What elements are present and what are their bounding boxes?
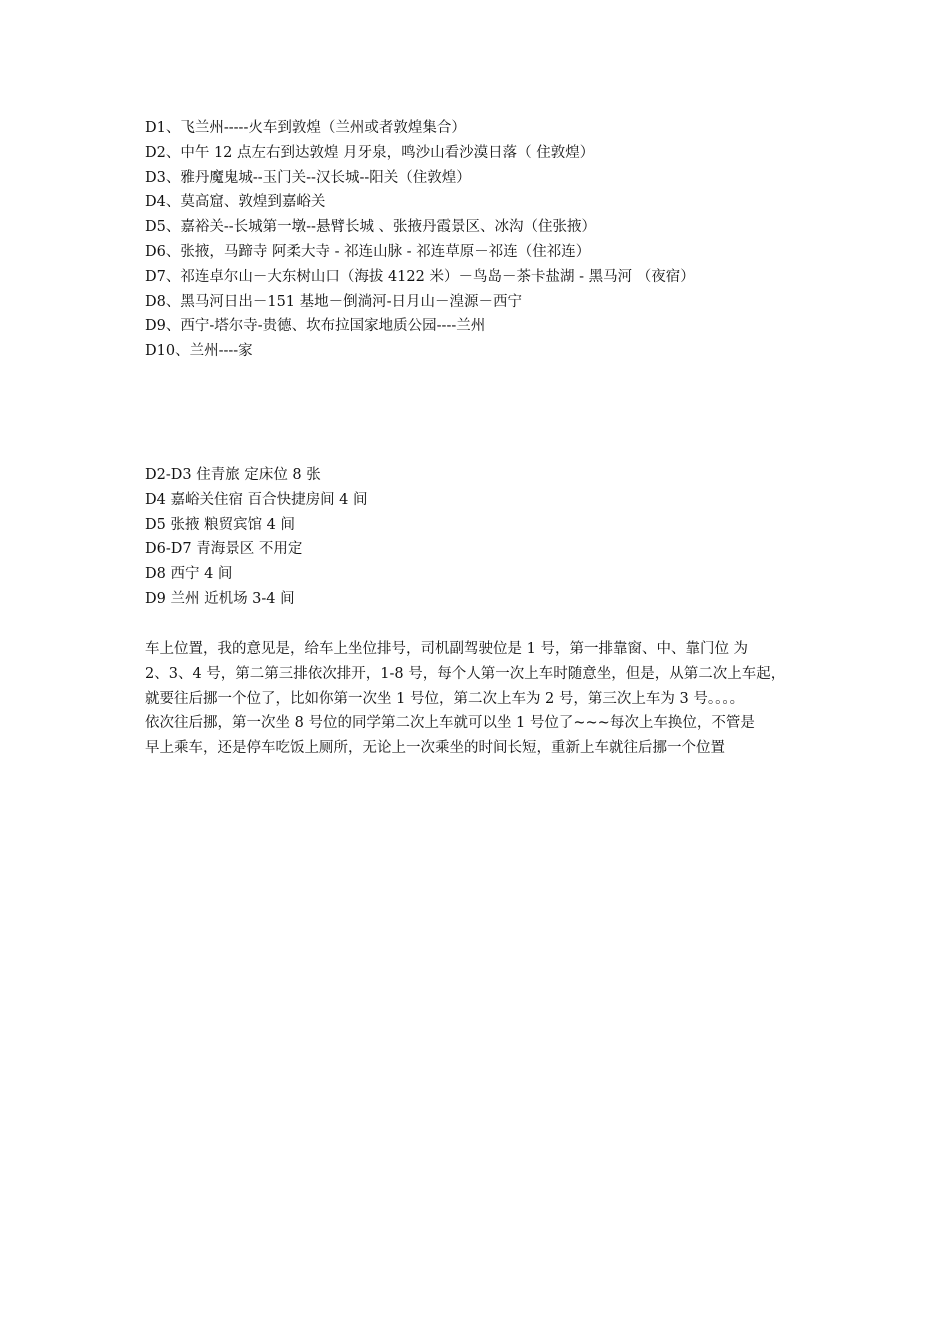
itinerary-line-d2: D2、中午 12 点左右到达敦煌 月牙泉，鸣沙山看沙漠日落（ 住敦煌） [145,144,595,161]
seating-line: 2、3、4 号，第二第三排依次排开，1-8 号，每个人第一次上车时随意坐，但是，从第二次上车起， [145,665,786,682]
lodging-line: D4 嘉峪关住宿 百合快捷房间 4 间 [145,491,368,508]
lodging-section [145,463,835,612]
itinerary-line-d7: D7、祁连卓尔山－大东树山口（海拔 4122 米）－鸟岛－茶卡盐湖 - 黑马河 （夜宿） [145,268,695,285]
itinerary-line-d4: D4、莫高窟、敦煌到嘉峪关 [145,194,326,211]
lodging-line: D2-D3 住青旅 定床位 8 张 [145,467,321,483]
itinerary-line-d10: D10、兰州----家 [145,343,253,360]
seating-line: 车上位置，我的意见是，给车上坐位排号，司机副驾驶位是 1 号，第一排靠窗、中、靠门位 为 [145,641,749,657]
itinerary-line-d8: D8、黑马河日出－151 基地－倒淌河-日月山－湟源－西宁 [145,293,523,310]
itinerary-line-d5: D5、嘉裕关--长城第一墩--悬臂长城 、张掖丹霞景区、冰沟（住张掖） [145,219,597,236]
itinerary-section [145,116,835,364]
itinerary-line-d9: D9、西宁-塔尔寺-贵德、坎布拉国家地质公园----兰州 [145,318,486,335]
lodging-line: D5 张掖 粮贸宾馆 4 间 [145,516,296,533]
itinerary-line-d1: D1、飞兰州-----火车到敦煌（兰州或者敦煌集合） [145,120,466,136]
lodging-line: D9 兰州 近机场 3-4 间 [145,590,295,607]
itinerary-line-d6: D6、张掖，马蹄寺 阿柔大寺 - 祁连山脉 - 祁连草原－祁连（住祁连） [145,243,591,260]
itinerary-line-d3: D3、雅丹魔鬼城--玉门关--汉长城--阳关（住敦煌） [145,169,471,186]
seating-paragraph [145,637,825,761]
lodging-line: D8 西宁 4 间 [145,566,233,583]
seating-line: 依次往后挪，第一次坐 8 号位的同学第二次上车就可以坐 1 号位了~~~每次上车换位，不管是 [145,715,755,732]
seating-line: 就要往后挪一个位了，比如你第一次坐 1 号位，第二次上车为 2 号，第三次上车为 3 号。。。。 [145,690,745,707]
lodging-line: D6-D7 青海景区 不用定 [145,541,303,558]
seating-line: 早上乘车，还是停车吃饭上厕所，无论上一次乘坐的时间长短，重新上车就往后挪一个位置 [145,740,725,757]
